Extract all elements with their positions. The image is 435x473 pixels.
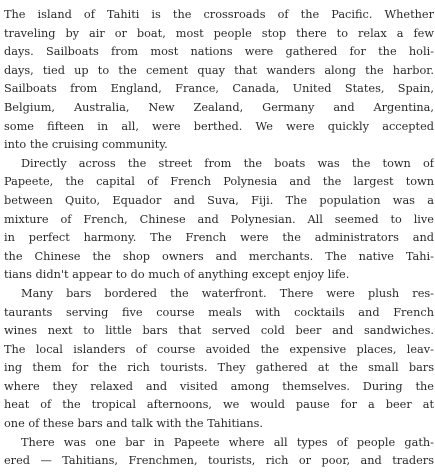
text-line: ered — Tahitians, Frenchmen, tourists, rich or poor, and traders [4, 454, 434, 468]
text-line: Many bars bordered the waterfront. There were plush res- [21, 286, 434, 300]
text-line: in perfect harmony. The French were the administrators and [4, 231, 434, 245]
text-line: tians didn't appear to do much of anything except enjoy life. [4, 268, 350, 282]
text-line: Directly across the street from the boats was the town of [21, 156, 434, 170]
book-page [4, 6, 434, 471]
text-line: days. Sailboats from most nations were gathered for the holi- [4, 45, 434, 59]
text-line: Papeete, the capital of French Polynesia and the largest town [4, 175, 434, 189]
text-line: Belgium, Australia, New Zealand, Germany and Argentina, [4, 100, 434, 114]
text-line: some fifteen in all, were berthed. We were quickly accepted [4, 119, 434, 133]
text-line: The local islanders of course avoided the expensive places, leav- [4, 342, 434, 356]
paragraph-waterfront-bars [4, 285, 434, 434]
text-line: There was one bar in Papeete where all types of people gath- [21, 435, 434, 449]
text-line: The island of Tahiti is the crossroads of the Pacific. Whether [4, 8, 434, 21]
text-line: ing them for the rich tourists. They gathered at the small bars [4, 361, 434, 375]
text-line: into the cruising community. [4, 138, 168, 152]
text-line: where they relaxed and visited among themselves. During the [4, 379, 434, 393]
text-line: one of these bars and talk with the Tahitians. [4, 417, 264, 431]
text-line: heat of the tropical afternoons, we would pause for a beer at [4, 398, 434, 412]
text-line: days, tied up to the cement quay that wanders along the harbor. [4, 63, 434, 77]
text-line: mixture of French, Chinese and Polynesian. All seemed to live [4, 212, 434, 226]
paragraph-one-bar [4, 434, 434, 471]
text-line: wines next to little bars that served cold beer and sandwiches. [4, 324, 434, 338]
text-line: Sailboats from England, France, Canada, United States, Spain, [4, 82, 434, 96]
paragraph-papeete-town [4, 155, 434, 285]
paragraph-tahiti-crossroads [4, 6, 434, 155]
text-line: between Quito, Equador and Suva, Fiji. The population was a [4, 193, 434, 207]
text-line: taurants serving five course meals with cocktails and French [4, 305, 434, 319]
text-line: the Chinese the shop owners and merchants. The native Tahi- [4, 249, 434, 263]
text-line: traveling by air or boat, most people stop there to relax a few [4, 26, 434, 40]
